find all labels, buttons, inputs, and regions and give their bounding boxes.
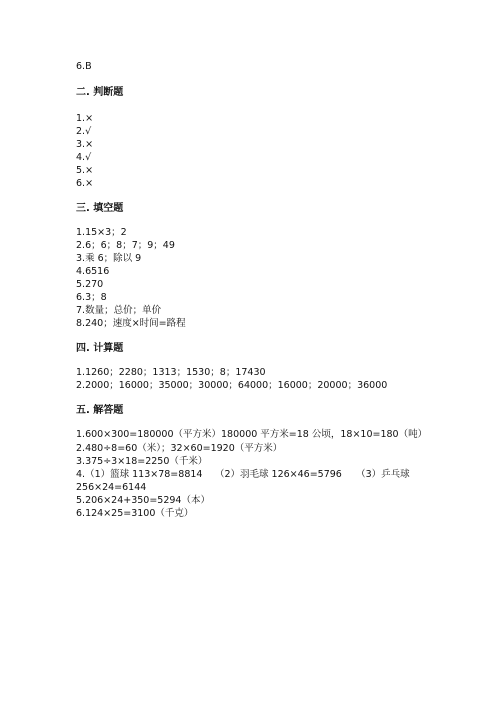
answer-line-5-4-cont: 256×24=6144: [76, 482, 147, 493]
answer-line-3-4: 4.6516: [76, 266, 110, 277]
answer-line-2-5: 5.×: [76, 165, 94, 176]
answer-line-3-1: 1.15×3；2: [76, 227, 127, 238]
answer-line-5-5: 5.206×24+350=5294（本）: [76, 495, 210, 506]
section-heading-judgement: 二. 判断题: [76, 87, 124, 98]
answer-line-5-4: 4.（1）篮球 113×78=8814 （2）羽毛球 126×46=5796 （3）乒乓球: [76, 469, 410, 480]
answer-line-1-6: 6.B: [76, 61, 92, 72]
answer-line-2-2: 2.√: [76, 126, 92, 137]
answer-line-5-2: 2.480÷8=60（米）；32×60=1920（平方米）: [76, 443, 283, 454]
answer-line-2-6: 6.×: [76, 178, 94, 189]
answer-line-3-6: 6.3；8: [76, 292, 107, 303]
answer-line-3-5: 5.270: [76, 279, 104, 290]
answer-line-2-3: 3.×: [76, 139, 94, 150]
answer-line-5-1: 1.600×300=180000（平方米）180000 平方米=18 公顷，18×10=180（吨）: [76, 429, 428, 440]
answer-line-3-2: 2.6；6；8；7；9；49: [76, 240, 175, 251]
answer-line-3-3: 3.乘 6；除以 9: [76, 253, 142, 264]
answer-line-2-1: 1.×: [76, 113, 94, 124]
answer-line-4-1: 1.1260；2280；1313；1530；8；17430: [76, 367, 266, 378]
answer-line-3-7: 7.数量；总价；单价: [76, 305, 162, 316]
answer-line-2-4: 4.√: [76, 152, 92, 163]
section-heading-calculation: 四. 计算题: [76, 343, 124, 354]
answer-line-4-2: 2.2000；16000；35000；30000；64000；16000；20000；36000: [76, 380, 388, 391]
answer-line-3-8: 8.240；速度×时间=路程: [76, 318, 186, 329]
answer-line-5-3: 3.375÷3×18=2250（千米）: [76, 456, 208, 467]
answer-line-5-6: 6.124×25=3100（千克）: [76, 508, 194, 519]
section-heading-word-problems: 五. 解答题: [76, 405, 124, 416]
section-heading-fill-in: 三. 填空题: [76, 203, 124, 214]
